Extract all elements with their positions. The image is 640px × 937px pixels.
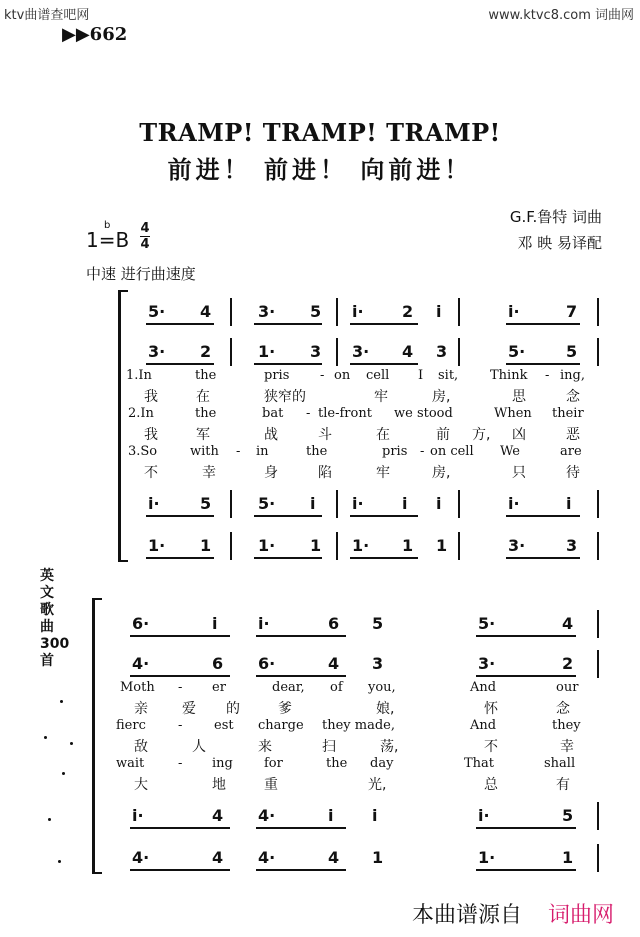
system1-s1-underline [254, 323, 322, 325]
system2-lyric-l2: est [214, 718, 234, 733]
system1-s1-underline [146, 323, 214, 325]
system1-s1-barline [597, 298, 599, 326]
time-signature [140, 222, 150, 251]
side-book-label: 英文歌曲300首 [40, 568, 70, 669]
system2-lyric-z1: 爱 [182, 701, 196, 717]
system2-s1-note: 4 [562, 614, 574, 633]
system1-brace [118, 290, 121, 560]
system1-brace-bottom [118, 560, 128, 562]
system2-s4-underline [256, 869, 346, 871]
system1-s4-barline [597, 532, 599, 560]
system2-s4-barline [597, 844, 599, 872]
system1-s1-note: 3· [258, 302, 276, 321]
system1-s3-note: 5· [258, 494, 276, 513]
system2-s2-note: 6 [212, 654, 224, 673]
system1-lyric-l3: in [256, 444, 269, 459]
system1-lyric-z3: 只 [512, 465, 526, 481]
system2-lyric-z2: 敌 [134, 739, 148, 755]
system1-lyric-l2: bat [262, 406, 284, 421]
system2-lyric-l1: Moth [120, 680, 155, 695]
system1-s4-note: 1· [258, 536, 276, 555]
system2-lyric-l3: ing [212, 756, 233, 771]
system1-s2-note: 3 [310, 342, 322, 361]
source-label: 本曲谱源自 [412, 903, 523, 928]
system2-s4-note: 4 [328, 848, 340, 867]
system2-lyric-l3: the [326, 756, 348, 771]
system1-s3-barline [230, 490, 232, 518]
system2-lyric-l3: That [464, 756, 495, 771]
system2-lyric-l1: er [212, 680, 226, 695]
system1-s4-barline [336, 532, 338, 560]
system1-s2-note: 5· [508, 342, 526, 361]
system1-brace-top [118, 290, 128, 292]
system2-lyric-l1: you, [368, 680, 396, 695]
system2-brace [92, 598, 95, 872]
system2-s2-underline [256, 675, 346, 677]
watermark-left: ktv曲谱查吧网 [4, 8, 90, 23]
system2-s4-note: 1 [562, 848, 574, 867]
system1-s4-note: 1 [436, 536, 448, 555]
system2-lyric-l2: charge [258, 718, 304, 733]
system1-lyric-z3: 幸 [202, 465, 216, 481]
system2-lyric-z1: 的 [226, 701, 240, 717]
system2-s4-note: 1· [478, 848, 496, 867]
system1-lyric-z1: 思 [512, 389, 526, 405]
system2-s3-underline [130, 827, 230, 829]
system2-lyric-l3: for [264, 756, 283, 771]
system1-s4-underline [506, 557, 580, 559]
system2-s3-note: 4 [212, 806, 224, 825]
system2-s3-barline [597, 802, 599, 830]
system1-s1-note: i· [352, 302, 364, 321]
system1-s3-underline [146, 515, 214, 517]
system1-lyric-l1: pris [264, 368, 290, 383]
system1-lyric-l1: Think [490, 368, 528, 383]
system1-s4-note: 1· [148, 536, 166, 555]
system1-lyric-z2: 恶 [566, 427, 580, 443]
system2-lyric-l1: our [556, 680, 579, 695]
system2-s4-note: 1 [372, 848, 384, 867]
system2-lyric-z1: 爹 [278, 701, 292, 717]
system1-s4-note: 3 [566, 536, 578, 555]
system2-lyric-l2: they made, [322, 718, 395, 733]
system2-s1-note: 6 [328, 614, 340, 633]
system1-s4-note: 1 [200, 536, 212, 555]
system2-lyric-l2: And [470, 718, 497, 733]
system1-lyric-z1: 牢 [374, 389, 388, 405]
system1-s1-note: 5· [148, 302, 166, 321]
system2-lyric-z1: 念 [556, 701, 570, 717]
system2-brace-bottom [92, 872, 102, 874]
system1-s3-note: 5 [200, 494, 212, 513]
system2-lyric-l1: And [470, 680, 497, 695]
system1-lyric-z2: 军 [196, 427, 210, 443]
system1-s3-note: i [566, 494, 572, 513]
system1-lyric-l1: - [320, 368, 325, 383]
system1-s3-note: i· [508, 494, 520, 513]
system1-lyric-z3: 牢 [376, 465, 390, 481]
system2-lyric-l1: of [330, 680, 343, 695]
system1-lyric-l1: the [195, 368, 217, 383]
system1-s4-note: 3· [508, 536, 526, 555]
system1-s3-underline [506, 515, 580, 517]
system2-lyric-z3: 重 [264, 777, 278, 793]
system2-s4-underline [130, 869, 230, 871]
system2-lyric-z1: 亲 [134, 701, 148, 717]
system1-s4-underline [146, 557, 214, 559]
system1-s3-underline [350, 515, 418, 517]
composer-credit: G.F.鲁特 词曲 [509, 208, 602, 226]
system1-lyric-z3: 陷 [318, 465, 332, 481]
system2-lyric-z3: 有 [556, 777, 570, 793]
source-brand: 词曲网 [548, 903, 615, 928]
system1-lyric-z3: 不 [144, 465, 158, 481]
system1-lyric-z2: 在 [376, 427, 390, 443]
system1-s1-note: i· [508, 302, 520, 321]
tempo-marking: 中速 进行曲速度 [86, 265, 196, 283]
system1-s2-note: 2 [200, 342, 212, 361]
system1-lyric-l3: 3.So [128, 444, 158, 459]
system1-s2-note: 5 [566, 342, 578, 361]
system2-lyric-l1: - [178, 680, 183, 695]
system2-s3-note: i [328, 806, 334, 825]
system1-s2-note: 3· [148, 342, 166, 361]
system1-lyric-l3: - [236, 444, 241, 459]
system1-s2-underline [350, 363, 418, 365]
system2-lyric-l2: they [552, 718, 581, 733]
system1-s4-barline [458, 532, 460, 560]
system2-s2-note: 3 [372, 654, 384, 673]
title-chinese: 前进！ 前进！ 向前进！ [167, 156, 473, 184]
system1-s4-note: 1· [352, 536, 370, 555]
system2-lyric-l1: dear, [272, 680, 305, 695]
scan-speck [48, 818, 51, 821]
system2-s3-note: 4· [258, 806, 276, 825]
system1-lyric-z2: 前 [436, 427, 450, 443]
scan-speck [70, 742, 73, 745]
system1-s1-note: 5 [310, 302, 322, 321]
scan-speck [62, 772, 65, 775]
system2-lyric-l3: - [178, 756, 183, 771]
system1-s1-note: 2 [402, 302, 414, 321]
system1-s3-underline [254, 515, 322, 517]
system1-lyric-l1: sit, [438, 368, 459, 383]
system2-s2-note: 4 [328, 654, 340, 673]
system1-lyric-l3: on cell [430, 444, 474, 459]
key-flat-sign: b [104, 220, 111, 231]
system2-s3-note: i· [478, 806, 490, 825]
system1-s1-underline [506, 323, 580, 325]
system2-s3-note: 5 [562, 806, 574, 825]
system1-s3-note: i [436, 494, 442, 513]
system1-lyric-l1: 1.In [126, 368, 152, 383]
system2-s2-note: 4· [132, 654, 150, 673]
system2-s1-note: 5 [372, 614, 384, 633]
system1-s1-note: 7 [566, 302, 578, 321]
system1-lyric-z2: 凶 [512, 427, 526, 443]
system2-lyric-l3: shall [544, 756, 576, 771]
system1-lyric-l3: are [560, 444, 582, 459]
system2-brace-top [92, 598, 102, 600]
system2-s3-note: i [372, 806, 378, 825]
system1-s1-note: i [436, 302, 442, 321]
title-english: TRAMP! TRAMP! TRAMP! [139, 118, 501, 147]
system2-lyric-l3: wait [116, 756, 145, 771]
system1-lyric-z2: 方, [472, 427, 491, 443]
key-signature: 1=B [86, 228, 130, 252]
system1-s2-note: 3 [436, 342, 448, 361]
system1-s3-barline [597, 490, 599, 518]
system2-s4-note: 4 [212, 848, 224, 867]
system2-s1-note: i· [258, 614, 270, 633]
system1-s2-note: 4 [402, 342, 414, 361]
system2-lyric-z1: 娘, [376, 701, 395, 717]
watermark-right: www.ktvc8.com 词曲网 [488, 8, 634, 23]
scan-speck [60, 700, 63, 703]
system2-s1-underline [476, 635, 576, 637]
system2-lyric-z3: 地 [212, 777, 226, 793]
system1-lyric-l2: - [306, 406, 311, 421]
system1-lyric-l3: with [190, 444, 219, 459]
system1-s1-barline [336, 298, 338, 326]
system2-lyric-z2: 人 [192, 739, 206, 755]
system1-lyric-l1: - [545, 368, 550, 383]
system2-lyric-l3: day [370, 756, 394, 771]
system2-s2-underline [130, 675, 230, 677]
system1-lyric-l2: we stood [394, 406, 453, 421]
system2-lyric-z1: 怀 [484, 701, 498, 717]
system1-lyric-l2: their [552, 406, 584, 421]
scan-speck [44, 736, 47, 739]
system1-s3-note: i [310, 494, 316, 513]
system1-lyric-z3: 待 [566, 465, 580, 481]
system2-lyric-z3: 光, [368, 777, 387, 793]
system2-s2-barline [597, 650, 599, 678]
system2-s1-note: 6· [132, 614, 150, 633]
system2-s2-note: 6· [258, 654, 276, 673]
system1-s4-underline [350, 557, 418, 559]
system1-s1-note: 4 [200, 302, 212, 321]
system1-s3-note: i· [148, 494, 160, 513]
system1-lyric-l2: tle-front [318, 406, 372, 421]
system1-lyric-z1: 我 [144, 389, 158, 405]
system2-s1-note: i [212, 614, 218, 633]
system1-s2-underline [254, 363, 322, 365]
system2-s1-note: 5· [478, 614, 496, 633]
system1-lyric-z2: 我 [144, 427, 158, 443]
system2-s3-underline [256, 827, 346, 829]
system1-lyric-l2: the [195, 406, 217, 421]
page-number: ▶▶662 [62, 24, 128, 45]
system2-s3-underline [476, 827, 576, 829]
system1-lyric-l1: I [418, 368, 424, 383]
scan-speck [58, 860, 61, 863]
system1-s4-note: 1 [310, 536, 322, 555]
meter-top: 4 [140, 221, 150, 236]
system1-lyric-z2: 斗 [318, 427, 332, 443]
system2-lyric-z2: 来 [258, 739, 272, 755]
system2-lyric-z2: 幸 [560, 739, 574, 755]
system1-s1-barline [230, 298, 232, 326]
system1-s2-note: 3· [352, 342, 370, 361]
translator-credit: 邓 映 易译配 [517, 234, 602, 252]
system1-lyric-z2: 战 [264, 427, 278, 443]
system1-s2-barline [458, 338, 460, 366]
system1-s4-underline [254, 557, 322, 559]
system1-s2-underline [146, 363, 214, 365]
system2-lyric-z2: 扫 [322, 739, 336, 755]
system2-s2-underline [476, 675, 576, 677]
system1-s3-note: i [402, 494, 408, 513]
system2-s1-barline [597, 610, 599, 638]
system2-lyric-z3: 大 [134, 777, 148, 793]
system1-lyric-l2: 2.In [128, 406, 154, 421]
system2-s2-note: 2 [562, 654, 574, 673]
system2-s1-underline [130, 635, 230, 637]
system1-lyric-z1: 狭窄的 [264, 389, 306, 405]
system1-s4-barline [230, 532, 232, 560]
system2-lyric-l2: - [178, 718, 183, 733]
system1-lyric-l3: pris [382, 444, 408, 459]
system1-lyric-l3: the [306, 444, 328, 459]
system1-s1-underline [350, 323, 418, 325]
system1-lyric-z1: 念 [566, 389, 580, 405]
system1-lyric-l2: When [494, 406, 532, 421]
system2-s3-note: i· [132, 806, 144, 825]
system1-s1-barline [458, 298, 460, 326]
system1-lyric-z1: 在 [196, 389, 210, 405]
system2-s2-note: 3· [478, 654, 496, 673]
system2-s1-underline [256, 635, 346, 637]
system1-lyric-l3: - [420, 444, 425, 459]
system2-lyric-z3: 总 [484, 777, 498, 793]
system1-lyric-z1: 房, [432, 389, 451, 405]
system1-s2-barline [597, 338, 599, 366]
system1-s3-barline [458, 490, 460, 518]
system2-lyric-z2: 荡, [380, 739, 399, 755]
system1-lyric-l1: ing, [560, 368, 585, 383]
meter-bottom: 4 [140, 237, 150, 252]
system2-s4-note: 4· [258, 848, 276, 867]
system1-s2-barline [336, 338, 338, 366]
system2-lyric-z2: 不 [484, 739, 498, 755]
system2-s4-underline [476, 869, 576, 871]
system1-s2-barline [230, 338, 232, 366]
system1-s4-note: 1 [402, 536, 414, 555]
system1-lyric-l1: on [334, 368, 351, 383]
system1-s2-underline [506, 363, 580, 365]
system1-lyric-z3: 身 [264, 465, 278, 481]
system2-lyric-l2: fierc [116, 718, 146, 733]
system1-lyric-z3: 房, [432, 465, 451, 481]
system1-lyric-l3: We [500, 444, 520, 459]
system1-lyric-l1: cell [366, 368, 390, 383]
system2-s4-note: 4· [132, 848, 150, 867]
system1-s2-note: 1· [258, 342, 276, 361]
system1-s3-note: i· [352, 494, 364, 513]
system1-s3-barline [336, 490, 338, 518]
